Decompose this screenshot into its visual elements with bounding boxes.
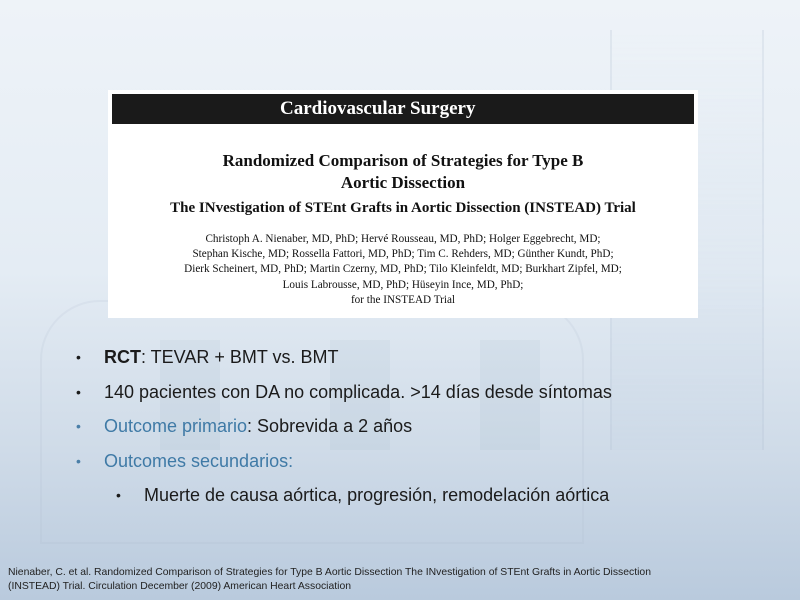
- rct-text: : TEVAR + BMT vs. BMT: [141, 347, 339, 367]
- secondary-outcome-detail: Muerte de causa aórtica, progresión, remodelación aórtica: [144, 485, 610, 505]
- primary-outcome-text: : Sobrevida a 2 años: [247, 416, 413, 436]
- bullet-dot-icon: •: [76, 452, 81, 469]
- primary-outcome-label: Outcome primario: [104, 416, 248, 436]
- paper-title-line: Aortic Dissection: [340, 173, 466, 192]
- bullet-item-patients: [74, 375, 774, 410]
- citation-line: (INSTEAD) Trial. Circulation December (2009) American Heart Association: [8, 581, 352, 592]
- author-line: Christoph A. Nienaber, MD, PhD; Hervé Rousseau, MD, PhD; Holger Eggebrecht, MD;: [205, 233, 601, 245]
- author-list: [108, 232, 698, 308]
- paper-header-image: [108, 90, 698, 318]
- patients-text: 140 pacientes con DA no complicada. >14 días desde síntomas: [104, 381, 612, 402]
- paper-subtitle: The INvestigation of STEnt Grafts in Aortic Dissection (INSTEAD) Trial: [170, 200, 636, 216]
- citation-footnote: [8, 566, 798, 594]
- rct-label: RCT: [104, 347, 141, 367]
- bullet-dot-icon: •: [76, 383, 81, 400]
- sub-bullet-item: [74, 478, 774, 513]
- bullet-item-rct: [74, 340, 774, 375]
- citation-line: Nienaber, C. et al. Randomized Comparison of Strategies for Type B Aortic Dissection The INvestigation of STEnt Grafts in Aortic Dissection: [8, 567, 651, 578]
- paper-title-line: Randomized Comparison of Strategies for Type B: [222, 151, 584, 170]
- bullet-item-primary-outcome: [74, 409, 774, 444]
- author-line: Louis Labrousse, MD, PhD; Hüseyin Ince, MD, PhD;: [282, 278, 524, 291]
- author-line: for the INSTEAD Trial: [350, 293, 456, 306]
- bullet-dot-icon: •: [76, 418, 81, 434]
- author-line: Stephan Kische, MD; Rossella Fattori, MD, PhD; Tim C. Rehders, MD; Günther Kundt, PhD;: [192, 248, 614, 261]
- author-line: Dierk Scheinert, MD, PhD; Martin Czerny, MD, PhD; Tilo Kleinfeldt, MD; Burkhart Zipfel, MD;: [184, 263, 622, 276]
- secondary-outcomes-label: Outcomes secundarios:: [104, 450, 294, 471]
- bullet-dot-icon: •: [76, 349, 81, 365]
- bullet-item-secondary-outcomes: [74, 444, 774, 479]
- bullet-list: [74, 340, 774, 513]
- paper-title: [108, 150, 698, 194]
- journal-section-bar: Cardiovascular Surgery: [112, 94, 694, 124]
- bullet-dot-icon: •: [116, 487, 121, 503]
